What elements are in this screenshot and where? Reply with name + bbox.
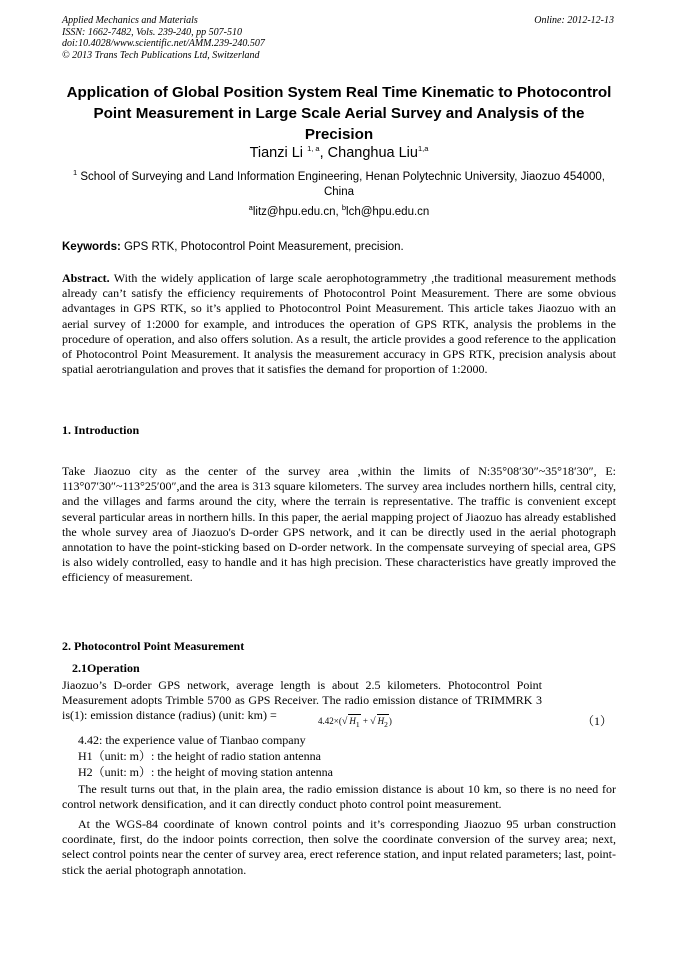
formula-variable: H <box>377 716 385 726</box>
issn-line: ISSN: 1662-7482, Vols. 239-240, pp 507-510 <box>62 26 242 38</box>
journal-name: Applied Mechanics and Materials <box>62 15 198 26</box>
operation-paragraph: Jiaozuo’s D-order GPS network, average length is about 2.5 kilometers. Photocontrol Point Measurement adopts Trimble 5700 as GPS Receiver. The radio emission distance of TRIMMRK 3 is(1): emission distance (radius) (unit: km) = <box>62 678 542 723</box>
paper-title: Application of Global Position System Real Time Kinematic to Photocontrol Point Measurement in Large Scale Aerial Survey and Analysis of the Precision <box>66 84 612 143</box>
online-date: Online: 2012-12-13 <box>534 15 614 26</box>
result-paragraph: The result turns out that, in the plain area, the radio emission distance is about 10 km, so there is no need for control network densification, and it can directly conduct photo control point measurement. <box>62 782 616 812</box>
email-mark: b <box>341 203 347 213</box>
formula-subscript: 2 <box>384 719 388 729</box>
sqrt-icon: √ <box>370 716 376 727</box>
formula-term <box>348 714 360 731</box>
formula-subscript: 1 <box>355 719 360 729</box>
formula-term <box>377 714 389 731</box>
doi-line: doi:10.4028/www.scientific.net/AMM.239-240.507 <box>62 38 265 49</box>
definition-item: 4.42: the experience value of Tianbao company <box>78 733 306 747</box>
email-link[interactable]: litz@hpu.edu.cn, <box>252 206 342 218</box>
keywords <box>62 240 616 255</box>
author-separator: , <box>319 145 328 161</box>
abstract-text: With the widely application of large scale aerophotogrammetry ,the traditional measurement methods already can’t satisfy the efficiency requirements of Photocontrol Point Measurement. There are some obvious advantages in GPS RTK, so it’s applied to Photocontrol Point Measurement. This article takes Jiaozuo with an aerial survey of 1:2000 for example, and introduces the operation of GPS RTK, analysis the problems in the procedure of operation, and also offers solution. As a result, the article provides a good reference to the application of Photocontrol Point Measurement. It analysis the measurement accuracy in GPS RTK, precision analysis about spatial aerotriangulation and proves that it satisfies the demand for proportion of 1:2000. <box>62 271 616 377</box>
subsection-heading: 2.1Operation <box>72 661 140 675</box>
definition-item: H1（unit: m）: the height of radio station antenna <box>78 749 321 763</box>
abstract <box>62 271 616 377</box>
formula-operator: + <box>360 716 371 726</box>
email-line <box>62 205 616 220</box>
copyright-line: © 2013 Trans Tech Publications Ltd, Switzerland <box>62 49 260 61</box>
keywords-text: GPS RTK, Photocontrol Point Measurement, precision. <box>120 241 404 253</box>
sqrt-icon: √ <box>341 716 348 727</box>
journal-header <box>62 15 265 61</box>
formula-variable: H <box>349 716 356 726</box>
email-link[interactable]: lch@hpu.edu.cn <box>346 206 430 218</box>
formula-close: ) <box>388 716 392 726</box>
abstract-label: Abstract. <box>62 271 110 285</box>
section-heading: 1. Introduction <box>62 423 140 437</box>
author-name: Tianzi Li <box>249 145 304 161</box>
email-mark: a <box>248 203 253 213</box>
definition-list <box>78 732 333 780</box>
affiliation-text: School of Surveying and Land Information Engineering, Henan Polytechnic University, Jiaozuo 454000, China <box>80 171 605 198</box>
affiliation <box>62 170 616 200</box>
formula-coefficient: 4.42×( <box>318 716 342 726</box>
section-heading: 2. Photocontrol Point Measurement <box>62 639 245 653</box>
procedure-paragraph: At the WGS-84 coordinate of known control points and it’s corresponding Jiaozuo 95 urban construction coordinate, first, do the indoor points correction, then solve the coordinate conversion of the survey area; next, select control points near the center of survey area, erect reference station, and input related parameters; last, point-stick the aerial photograph annotation. <box>62 817 616 877</box>
author-affil-mark: 1,a <box>417 144 429 154</box>
definition-item: H2（unit: m）: the height of moving station antenna <box>78 765 333 779</box>
author-line <box>62 144 616 162</box>
introduction-paragraph: Take Jiaozuo city as the center of the survey area ,within the limits of N:35°08′30″~35°18′30″, E: 113°07′30″~113°25′00″,and the area is 313 square kilometers. The survey area includes northern hills, central city, and the villages and farms around the city, where the terrain is representative. The traffic is convenient except several particular areas in northern hills. In this paper, the aerial mapping project of Jiaozuo has already established the whole survey area of Jiaozuo's D-order GPS network, and it can be directly used in the aerial photograph annotation to have the point-sticking based on D-order network. In the compensate surveying of special area, GPS is also widely controlled, easy to handle and it has high precision. These characteristics have greatly improved the efficiency of measurement. <box>62 464 616 585</box>
distance-formula <box>318 714 392 731</box>
author-affil-mark: 1, a <box>307 144 320 154</box>
keywords-label: Keywords: <box>62 241 121 253</box>
author-name: Changhua Liu <box>327 145 418 161</box>
affiliation-mark: 1 <box>72 168 78 178</box>
equation-number: （1） <box>581 714 612 728</box>
